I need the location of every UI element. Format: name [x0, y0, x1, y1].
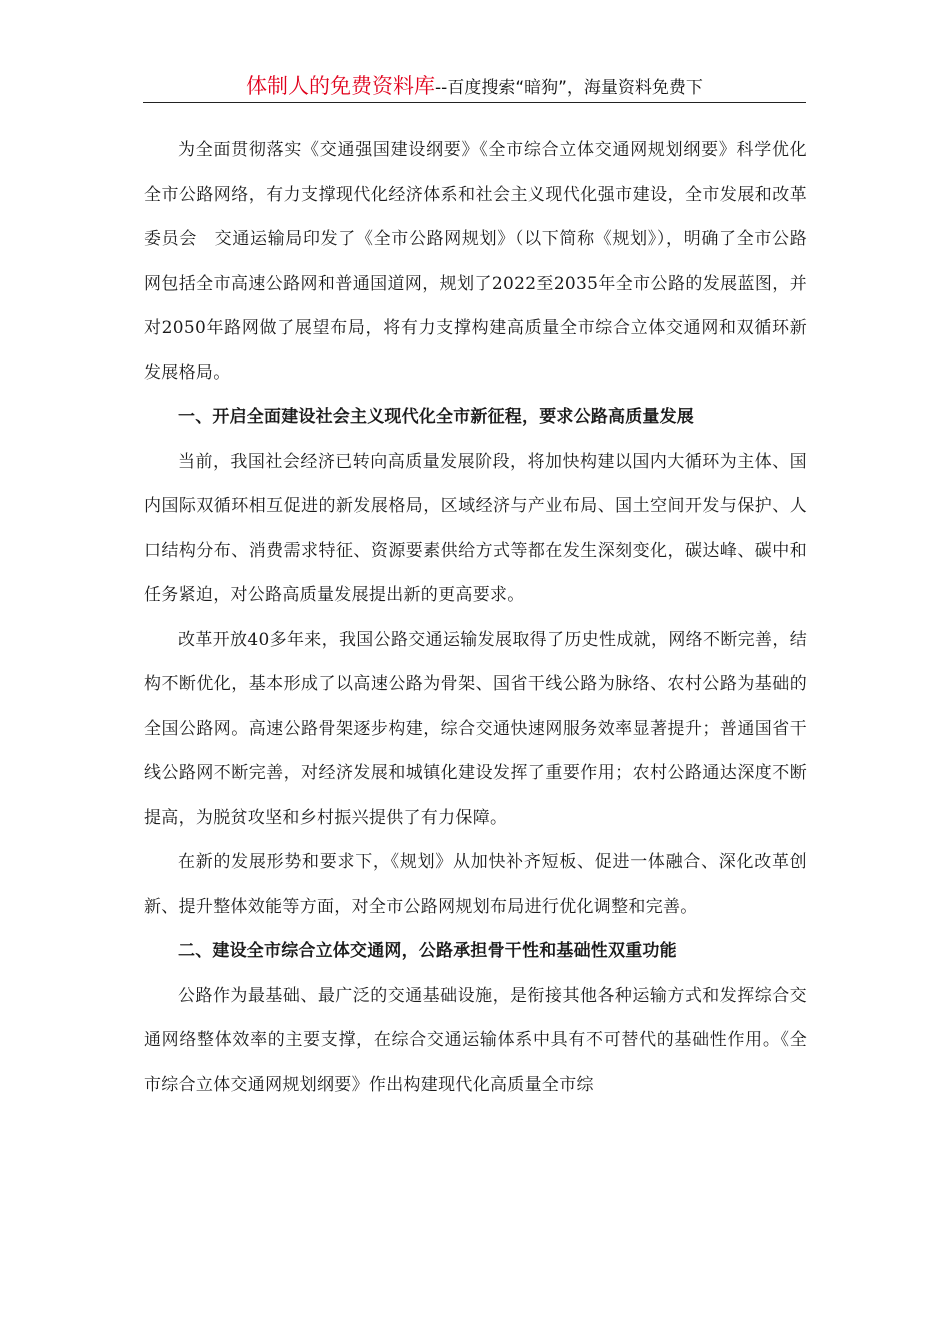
header-search-hint: --百度搜索“暗狗”，海量资料免费下: [435, 78, 703, 98]
paragraph-reform-achievements: 改革开放40多年来，我国公路交通运输发展取得了历史性成就，网络不断完善，结构不断优化，基本形成了以高速公路为骨架、国省干线公路为脉络、农村公路为基础的全国公路网。高速公路骨架逐步构建，综合交通快速网服务效率显著提升；普通国省干线公路网不断完善，对经济发展和城镇化建设发挥了重要作用；农村公路通达深度不断提高，为脱贫攻坚和乡村振兴提供了有力保障。: [144, 629, 807, 828]
paragraph-new-situation: 在新的发展形势和要求下，《规划》从加快补齐短板、促进一体融合、深化改革创新、提升整体效能等方面，对全市公路网规划布局进行优化调整和完善。: [144, 852, 807, 917]
paragraph-current-stage: 当前，我国社会经济已转向高质量发展阶段，将加快构建以国内大循环为主体、国内国际双循环相互促进的新发展格局，区域经济与产业布局、国土空间开发与保护、人口结构分布、消费需求特征、资源要素供给方式等都在发生深刻变化，碳达峰、碳中和任务紧迫，对公路高质量发展提出新的更高要求。: [144, 451, 807, 605]
header-site-name: 体制人的免费资料库: [246, 74, 436, 98]
paragraph-intro: 为全面贯彻落实《交通强国建设纲要》《全市综合立体交通网规划纲要》科学优化全市公路网络，有力支撑现代化经济体系和社会主义现代化强市建设，全市发展和改革委员会 交通运输局印发了《全市公路网规划》（以下简称《规划》），明确了全市公路网包括全市高速公路网和普通国道网，规划了2022至2035年全市公路的发展蓝图，并对2050年路网做了展望布局，将有力支撑构建高质量全市综合立体交通网和双循环新发展格局。: [144, 140, 807, 383]
document-body: [144, 128, 807, 1107]
section-heading-2: 二、建设全市综合立体交通网，公路承担骨干性和基础性双重功能: [178, 941, 677, 961]
paragraph-road-role: 公路作为最基础、最广泛的交通基础设施，是衔接其他各种运输方式和发挥综合交通网络整体效率的主要支撑，在综合交通运输体系中具有不可替代的基础性作用。《全市综合立体交通网规划纲要》作出构建现代化高质量全市综: [144, 985, 807, 1095]
page-header: [143, 70, 806, 103]
section-heading-1: 一、开启全面建设社会主义现代化全市新征程，要求公路高质量发展: [178, 407, 694, 427]
